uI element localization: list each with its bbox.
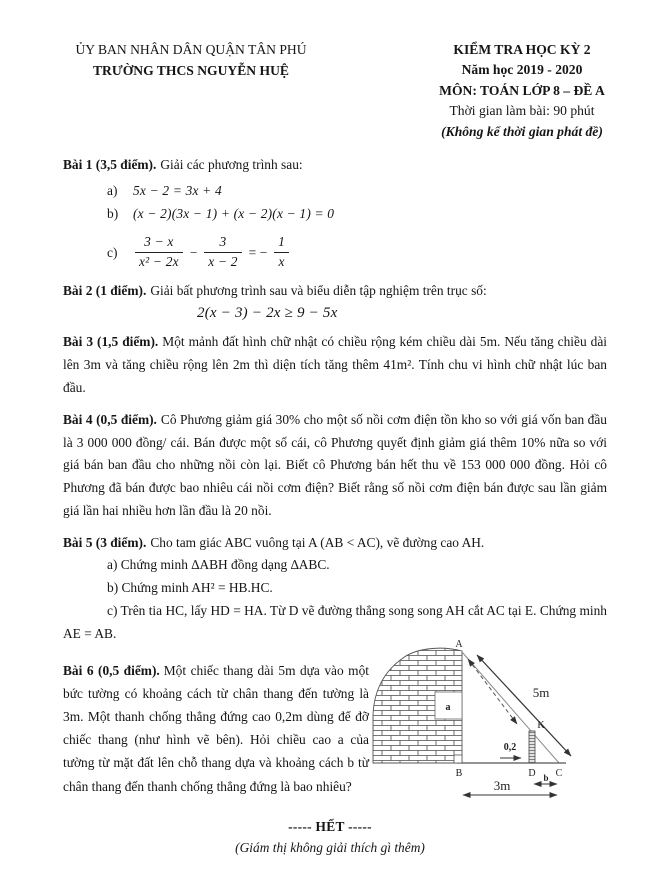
- fraction-3-numerator: 1: [274, 234, 289, 253]
- equation-item-c: [107, 234, 607, 271]
- problem-1-intro: Giải các phương trình sau:: [160, 156, 303, 172]
- problem-6-label: Bài 6 (0,5 điểm).: [63, 662, 160, 678]
- problem-4-paragraph: [63, 409, 607, 523]
- dashed-measure-arrow: [468, 659, 517, 724]
- fraction-2: [204, 234, 241, 271]
- fraction-3: [274, 234, 289, 271]
- fraction-2-numerator: 3: [204, 234, 241, 253]
- equation-a: 5x − 2 = 3x + 4: [133, 182, 222, 198]
- right-angle-mark: [454, 755, 462, 763]
- document-footer: [63, 819, 597, 856]
- issuing-authority: ỦY BAN NHÂN DÂN QUẬN TÂN PHÚ: [75, 42, 307, 57]
- fraction-1: [135, 234, 183, 271]
- exam-title: KIỂM TRA HỌC KỲ 2: [453, 42, 591, 57]
- problem-3: [63, 331, 607, 399]
- footer-note: (Giám thị không giải thích gì thêm): [235, 839, 425, 855]
- problem-1: [63, 154, 607, 271]
- point-b-label: B: [455, 767, 463, 779]
- document-header: [63, 40, 660, 142]
- subject-line: MÔN: TOÁN LỚP 8 – ĐỀ A: [439, 82, 605, 98]
- minus-operator: −: [189, 244, 198, 260]
- item-c-label: c): [107, 244, 118, 260]
- problem-5-item-a: a) Chứng minh ∆ABH đồng dạng ∆ABC.: [107, 557, 330, 573]
- problem-1-label: Bài 1 (3,5 điểm).: [63, 156, 157, 172]
- item-a-label: a): [107, 182, 118, 198]
- ladder-length-label: 5m: [532, 684, 550, 700]
- problem-1-items: [63, 180, 607, 271]
- fraction-2-denominator: x − 2: [208, 253, 238, 269]
- point-c-label: C: [555, 767, 563, 779]
- problem-3-text: Một mảnh đất hình chữ nhật có chiều rộng kém chiều dài 5m. Nếu tăng chiều dài lên 3m và tăng chiều rộng lên 2m thì diện tích tăng thêm 41m². Tính chu vi hình chữ nhật lúc ban đầu.: [63, 334, 608, 395]
- problem-5-heading: [63, 532, 607, 555]
- equation-b: (x − 2)(3x − 1) + (x − 2)(x − 1) = 0: [133, 206, 335, 222]
- ladder-length-arrow: [477, 655, 571, 756]
- problem-5-item-b: b) Chứng minh AH² = HB.HC.: [107, 580, 273, 596]
- problem-6-text: Một chiếc thang dài 5m dựa vào một bức tường có khoảng cách từ chân thang đến tường là 3m. Một thanh chống thẳng đứng cao 0,2m dùng để đỡ chiếc thang (như hình vẽ bên). Hỏi chiều cao a của tường từ mặt đất lên chỗ thang dựa và khoảng cách b từ chân thang đến thanh chống thẳng đứng là bao nhiêu?: [63, 662, 369, 794]
- problem-3-label: Bài 3 (1,5 điểm).: [63, 334, 159, 350]
- point-d-label: D: [528, 767, 536, 779]
- inequality-equation: 2(x − 3) − 2x ≥ 9 − 5x: [197, 305, 338, 322]
- foot-distance-label: b: [543, 772, 549, 783]
- problem-5: [63, 532, 607, 646]
- problem-4-label: Bài 4 (0,5 điểm).: [63, 411, 157, 427]
- header-left-block: [63, 40, 319, 142]
- wall-height-label: a: [445, 701, 451, 713]
- equation-item-a: [107, 180, 607, 202]
- end-marker: ----- HẾT -----: [288, 818, 372, 834]
- problem-2-intro: Giải bất phương trình sau và biểu diễn tập nghiệm trên trục số:: [150, 282, 487, 298]
- problem-6-paragraph: [63, 659, 369, 811]
- fraction-3-denominator: x: [278, 253, 285, 269]
- problem-4: [63, 409, 607, 523]
- problem-2-label: Bài 2 (1 điểm).: [63, 282, 147, 298]
- problem-6-figure: [369, 635, 660, 811]
- school-year: Năm học 2019 - 2020: [461, 62, 583, 78]
- problem-2-heading: [63, 280, 607, 303]
- problem-5-label: Bài 5 (3 điểm).: [63, 534, 147, 550]
- problem-4-text: Cô Phương giảm giá 30% cho một số nồi cơm điện tồn kho so với giá vốn ban đầu là 3 000 000 đồng/ cái. Bán được một số cái, cô Phương quyết định giảm giá thêm 10% nữa so với giá bán ban đầu cho những nồi còn lại. Biết cô Phương bán hết thu về 153 000 000 đồng. Hỏi cô Phương đã bán được bao nhiêu cái nồi cơm điện? Biết rằng số nồi cơm điện bán được sau lần giảm giá lần hai nhiều hơn lần đầu là 20 nồi.: [63, 411, 607, 518]
- school-name: TRƯỜNG THCS NGUYỄN HUỆ: [92, 62, 289, 78]
- problem-6: [63, 638, 660, 811]
- fraction-1-numerator: 3 − x: [135, 234, 183, 253]
- item-b-label: b): [107, 206, 119, 222]
- problem-2: [63, 280, 607, 323]
- equation-item-b: [107, 203, 607, 225]
- equals-operator: = −: [248, 244, 268, 260]
- fraction-1-denominator: x² − 2x: [139, 253, 179, 269]
- problem-1-heading: [63, 154, 607, 177]
- problem-5-item-c: c) Trên tia HC, lấy HD = HA. Từ D vẽ đường thẳng song song AH cắt AC tại E. Chứng minh AE = AB.: [63, 603, 607, 641]
- problem-5-intro: Cho tam giác ABC vuông tại A (AB < AC), vẽ đường cao AH.: [150, 534, 485, 550]
- point-k-label: K: [537, 719, 545, 731]
- ladder-wall-diagram: [369, 635, 660, 807]
- point-a-label: A: [455, 638, 463, 650]
- header-right-block: [387, 40, 657, 142]
- support-prop: [529, 731, 535, 763]
- duration-line: Thời gian làm bài: 90 phút: [449, 103, 595, 119]
- prop-height-label: 0,2: [503, 741, 517, 753]
- problem-3-paragraph: [63, 331, 607, 399]
- ground-distance-label: 3m: [493, 777, 511, 793]
- duration-note: (Không kể thời gian phát đề): [441, 123, 603, 139]
